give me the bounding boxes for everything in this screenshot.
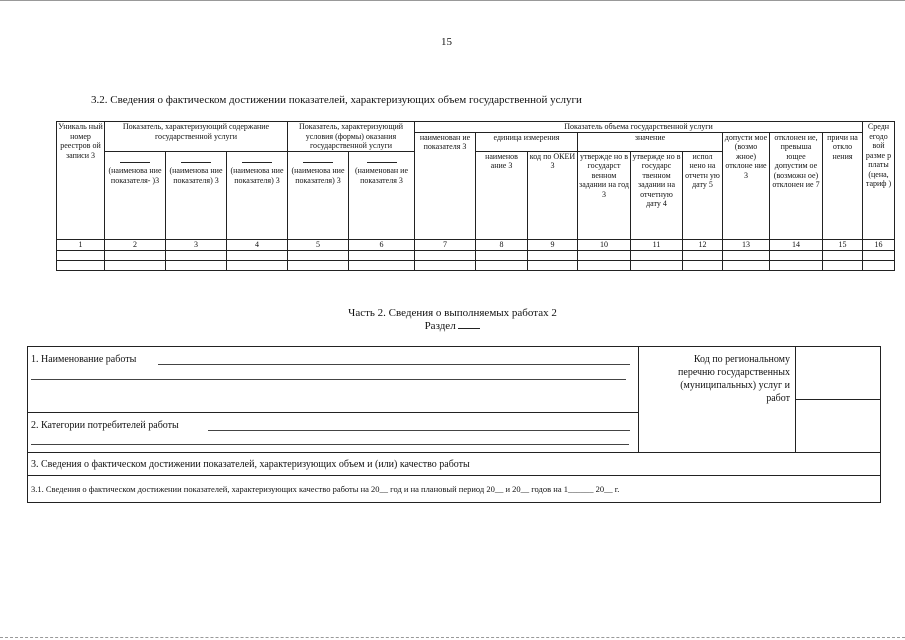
column-number: 3 <box>166 239 227 250</box>
line31-label: 3.1. Сведения о фактическом достижении показателей, характеризующих качество работы на 20__ год и на плановый период 20__ и 20__ годов на 1______ 20__ г. <box>31 484 620 494</box>
top-border <box>0 0 905 1</box>
part2-title: Часть 2. Сведения о выполняемых работах 2 <box>348 307 557 319</box>
header-unit: единица измерения <box>476 132 578 151</box>
header-content-group: Показатель, характеризующий содержание государственной услуги <box>105 122 288 152</box>
header-approved-date: утвержде но в государс твенном задании на отчетную дату 4 <box>631 151 683 239</box>
page-number: 15 <box>441 36 452 48</box>
header-volume-group: Показатель объема государственной услуги <box>415 122 863 133</box>
consumers-field[interactable] <box>208 429 630 431</box>
header-executed: испол нено на отчетн ую дату 5 <box>683 151 723 239</box>
column-numbers-row <box>57 239 895 250</box>
column-number: 10 <box>578 239 631 250</box>
header-content-sub-2: (наименова ние показателя) 3 <box>166 151 227 239</box>
header-form-sub-2: (наименован ие показателя 3 <box>349 151 415 239</box>
column-number: 11 <box>631 239 683 250</box>
header-unit-name: наименов ание 3 <box>476 151 528 239</box>
bottom-border <box>0 637 905 638</box>
header-form-sub-1: (наименова ние показателя) 3 <box>288 151 349 239</box>
header-exceeding-deviation: отклонен ие, превыша ющее допустим ое (возможн ое) отклонен ие 7 <box>770 132 823 239</box>
column-number: 12 <box>683 239 723 250</box>
column-number: 6 <box>349 239 415 250</box>
table-row <box>57 250 895 260</box>
header-deviation-reason: причи на откло нения <box>823 132 863 239</box>
section-32-title: 3.2. Сведения о фактическом достижении показателей, характеризующих объем государственной услуги <box>91 94 582 106</box>
table-row <box>57 260 895 270</box>
divider <box>28 412 638 413</box>
column-number: 14 <box>770 239 823 250</box>
column-number: 16 <box>863 239 895 250</box>
column-number: 8 <box>476 239 528 250</box>
header-approved-year: утвержде но в государст венном задании на год 3 <box>578 151 631 239</box>
column-number: 13 <box>723 239 770 250</box>
work-name-field[interactable] <box>158 363 630 365</box>
section-label: Раздел <box>0 320 905 332</box>
consumers-label: 2. Категории потребителей работы <box>31 420 179 431</box>
header-content-sub-1: (наименова ние показателя- )3 <box>105 151 166 239</box>
header-conditions-group: Показатель, характеризующий условия (формы) оказания государственной услуги <box>288 122 415 152</box>
consumers-field-continuation[interactable] <box>31 443 629 445</box>
line3-label: 3. Сведения о фактическом достижении показателей, характеризующих объем и (или) качество работы <box>31 459 470 470</box>
divider <box>28 452 880 453</box>
column-number: 15 <box>823 239 863 250</box>
column-number: 2 <box>105 239 166 250</box>
divider <box>638 347 639 452</box>
column-number: 4 <box>227 239 288 250</box>
regional-list-code-label: Код по региональному перечню государственных (муниципальных) услуг и работ <box>678 354 790 404</box>
header-unique-number: Уникаль ный номер реестров ой записи 3 <box>57 122 105 240</box>
divider <box>28 475 880 476</box>
column-number: 5 <box>288 239 349 250</box>
header-average-fee: Средн егодо вой разме р платы (цена, тариф ) <box>863 122 895 240</box>
divider <box>795 399 880 400</box>
header-content-sub-3: (наименова ние показателя) 3 <box>227 151 288 239</box>
column-number: 7 <box>415 239 476 250</box>
work-name-field-continuation[interactable] <box>31 378 626 380</box>
volume-indicators-table <box>56 121 895 271</box>
header-indicator-name: наименован ие показателя 3 <box>415 132 476 239</box>
header-allowed-deviation: допусти мое (возмо жное) отклоне ние 3 <box>723 132 770 239</box>
header-value: значение <box>578 132 723 151</box>
column-number: 1 <box>57 239 105 250</box>
work-name-label: 1. Наименование работы <box>31 354 137 365</box>
work-info-form <box>27 346 881 503</box>
header-okei-code: код по ОКЕИ 3 <box>528 151 578 239</box>
column-number: 9 <box>528 239 578 250</box>
